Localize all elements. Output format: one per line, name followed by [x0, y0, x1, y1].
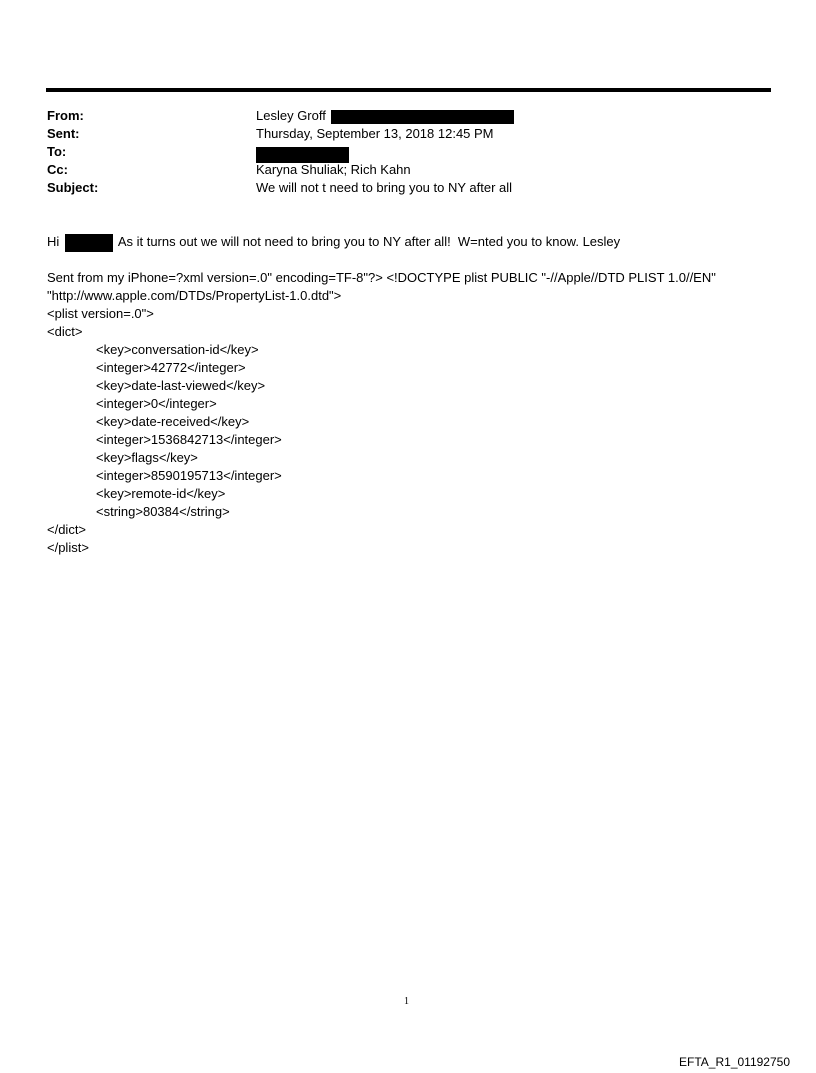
- greeting: Hi: [47, 234, 60, 249]
- dict-close: </dict>: [47, 522, 87, 537]
- cc-value: Karyna Shuliak; Rich Kahn: [256, 162, 411, 177]
- page-number: 1: [404, 996, 409, 1007]
- sent-from-line-1: Sent from my iPhone=?xml version=.0" encoding=TF-8"?> <!DOCTYPE plist PUBLIC "-//Apple//DTD PLIST 1.0//EN": [47, 270, 716, 285]
- from-value: [256, 107, 514, 125]
- document-id: EFTA_R1_01192750: [679, 1055, 790, 1069]
- subject-label: Subject:: [47, 180, 99, 195]
- sent-label: Sent:: [47, 126, 80, 141]
- to-label: To:: [47, 144, 67, 159]
- plist-line: <integer>8590195713</integer>: [96, 468, 282, 483]
- plist-line: <key>date-last-viewed</key>: [96, 378, 266, 393]
- header-rule: [46, 88, 771, 92]
- redaction-block: [65, 234, 113, 252]
- message-text: As it turns out we will not need to bring you to NY after all! W=nted you to know. Lesley: [117, 234, 621, 249]
- plist-line: <key>flags</key>: [96, 450, 198, 465]
- sent-value: Thursday, September 13, 2018 12:45 PM: [256, 126, 494, 141]
- plist-open: <plist version=.0">: [47, 306, 154, 321]
- plist-line: <integer>0</integer>: [96, 396, 217, 411]
- cc-label: Cc:: [47, 162, 68, 177]
- plist-close: </plist>: [47, 540, 89, 555]
- plist-line: <integer>1536842713</integer>: [96, 432, 282, 447]
- redaction-block: [331, 110, 514, 124]
- plist-line: <integer>42772</integer>: [96, 360, 246, 375]
- plist-line: <key>conversation-id</key>: [96, 342, 259, 357]
- message-line: [47, 233, 620, 252]
- dict-open: <dict>: [47, 324, 83, 339]
- plist-line: <key>remote-id</key>: [96, 486, 226, 501]
- subject-value: We will not t need to bring you to NY after all: [256, 180, 513, 195]
- plist-line: <key>date-received</key>: [96, 414, 250, 429]
- sent-from-line-2: "http://www.apple.com/DTDs/PropertyList-1.0.dtd">: [47, 288, 342, 303]
- plist-line: <string>80384</string>: [96, 504, 230, 519]
- from-name: Lesley Groff: [256, 108, 326, 123]
- from-label: From:: [47, 108, 84, 123]
